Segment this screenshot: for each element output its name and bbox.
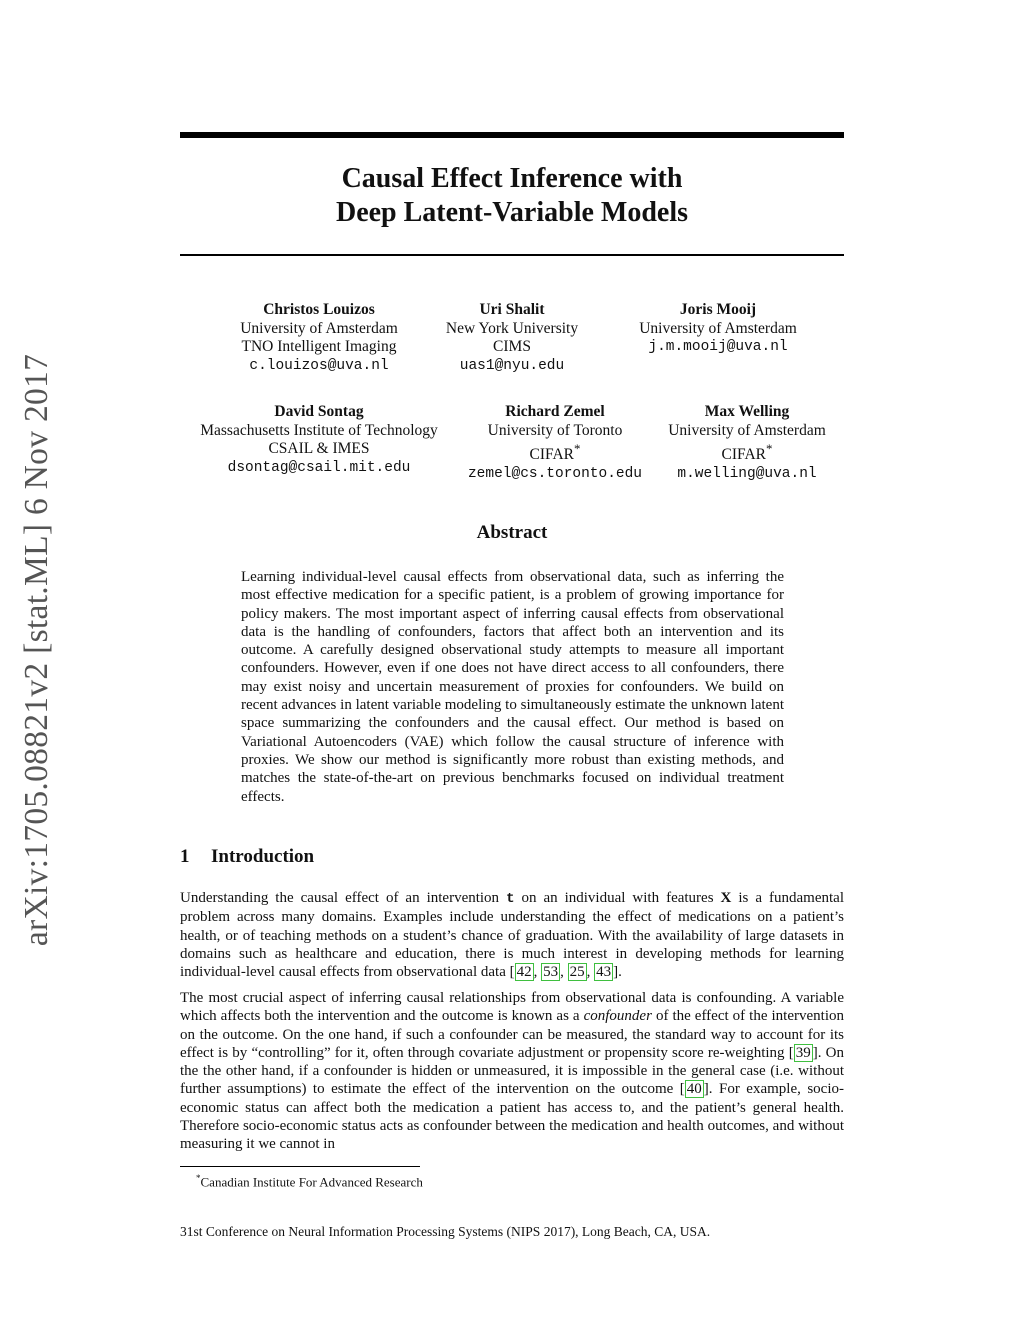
author-block-shalit — [412, 301, 612, 375]
citation-link[interactable]: 42 — [516, 964, 532, 981]
author-affiliation: New York University — [445, 319, 579, 337]
author-affiliation: CIFAR* — [721, 441, 773, 464]
author-name: Max Welling — [704, 403, 790, 420]
author-affiliation: CSAIL & IMES — [268, 440, 370, 457]
author-affiliation: Massachusetts Institute of Technology — [200, 421, 438, 439]
arxiv-identifier-stamp: arXiv:1705.08821v2 [stat.ML] 6 Nov 2017 — [18, 353, 55, 947]
author-name: Uri Shalit — [479, 301, 545, 318]
footnote-mark: * — [196, 1173, 201, 1183]
title-line-1: Causal Effect Inference with — [341, 163, 683, 194]
author-block-mooij — [618, 301, 818, 357]
section-heading-introduction — [180, 846, 314, 868]
conference-footer: 31st Conference on Neural Information Processing Systems (NIPS 2017), Long Beach, CA, USA. — [180, 1224, 711, 1239]
author-block-louizos — [206, 301, 432, 375]
citation-link[interactable]: 39 — [795, 1044, 811, 1061]
author-name: Richard Zemel — [505, 403, 605, 420]
author-block-sontag — [180, 403, 458, 477]
author-affiliation: University of Toronto — [487, 421, 623, 439]
author-block-welling — [647, 403, 847, 483]
footnote-text: Canadian Institute For Advanced Research — [200, 1174, 423, 1190]
title-top-rule — [180, 132, 844, 138]
author-affiliation: University of Amsterdam — [668, 421, 826, 439]
author-email[interactable]: dsontag@csail.mit.edu — [227, 459, 411, 476]
author-affiliation: CIFAR* — [529, 441, 581, 464]
author-affiliation: TNO Intelligent Imaging — [241, 338, 397, 355]
author-email[interactable]: zemel@cs.toronto.edu — [467, 465, 643, 482]
footnote — [196, 1173, 423, 1190]
intro-paragraph-2: The most crucial aspect of inferring causal relationships from observational data is confounding. A variable which affects both the intervention and the outcome is known as a confounder of the effect of the intervention on the outcome. On the one hand, if such a confounder can be measured, the standard way to account for its effect is by “controlling” for it, often through covariate adjustment or propensity score re-weighting [ 39 ]. On the the other hand, if a confounder is hidden or unmeasured, it is impossible in the general case (i.e. without further assumptions) to estimate the effect of the intervention on the outcome [ 40 ]. For example, socio-economic status can affect both the medication a patient has access to, and the patient’s general health. Therefore socio-economic status acts as confounder between the medication and health outcomes, and without measuring it we cannot in — [180, 990, 845, 1153]
footnote-mark: * — [766, 441, 773, 456]
abstract-heading: Abstract — [476, 522, 548, 543]
citation-link[interactable]: 25 — [569, 964, 585, 981]
section-title: Introduction — [211, 846, 315, 867]
footnote-mark: * — [574, 441, 581, 456]
author-affiliation: University of Amsterdam — [639, 319, 797, 337]
author-email[interactable]: uas1@nyu.edu — [459, 357, 565, 374]
author-block-zemel — [455, 403, 655, 483]
section-number: 1 — [180, 846, 190, 867]
title-bottom-rule — [180, 254, 844, 256]
author-name: Christos Louizos — [263, 301, 375, 318]
citation-link[interactable]: 43 — [596, 964, 612, 981]
citation-link[interactable]: 53 — [543, 964, 559, 981]
author-name: David Sontag — [274, 403, 364, 420]
abstract-text: Learning individual-level causal effects from observational data, such as inferring the most effective medication for a specific patient, is a problem of growing importance for policy makers. The most important aspect of inferring causal effects from observational data is the handling of confounders, factors that affect both an intervention and its outcome. A carefully designed observational study attempts to measure all important confounders. However, even if one does not have direct access to all confounders, there may exist noisy and uncertain measurement of proxies for confounders. We build on recent advances in latent variable modeling to simultaneously estimate the unknown latent space summarizing the confounders and the causal effect. Our method is based on Variational Autoencoders (VAE) which follow the causal structure of inference with proxies. We show our method is significantly more robust than existing methods, and matches the state-of-the-art on previous benchmarks focused on individual treatment effects. — [241, 569, 784, 805]
variable-t: t — [506, 891, 515, 907]
author-affiliation: CIMS — [493, 338, 531, 355]
author-email[interactable]: m.welling@uva.nl — [677, 465, 817, 482]
author-email[interactable]: j.m.mooij@uva.nl — [648, 339, 788, 355]
emphasis-confounder: confounder — [583, 1008, 652, 1025]
author-affiliation: University of Amsterdam — [240, 319, 398, 337]
citation-link[interactable]: 40 — [686, 1081, 702, 1098]
title-line-2: Deep Latent-Variable Models — [335, 197, 689, 228]
variable-x: X — [720, 890, 732, 906]
footnote-rule — [180, 1166, 420, 1167]
intro-paragraph-1: Understanding the causal effect of an intervention t on an individual with features X is a fundamental problem across many domains. Examples include understanding the effect of medications on a patient’s health, or of teaching methods on a student’s chance of graduation. With the availability of large datasets in domains such as healthcare and education, there is much interest in developing methods for learning individual-level causal effects from observational data [ 42 , 53 , 25 , 43 ]. — [180, 890, 844, 981]
author-name: Joris Mooij — [679, 301, 757, 318]
author-email[interactable]: c.louizos@uva.nl — [249, 357, 389, 374]
paper-title — [180, 162, 844, 230]
